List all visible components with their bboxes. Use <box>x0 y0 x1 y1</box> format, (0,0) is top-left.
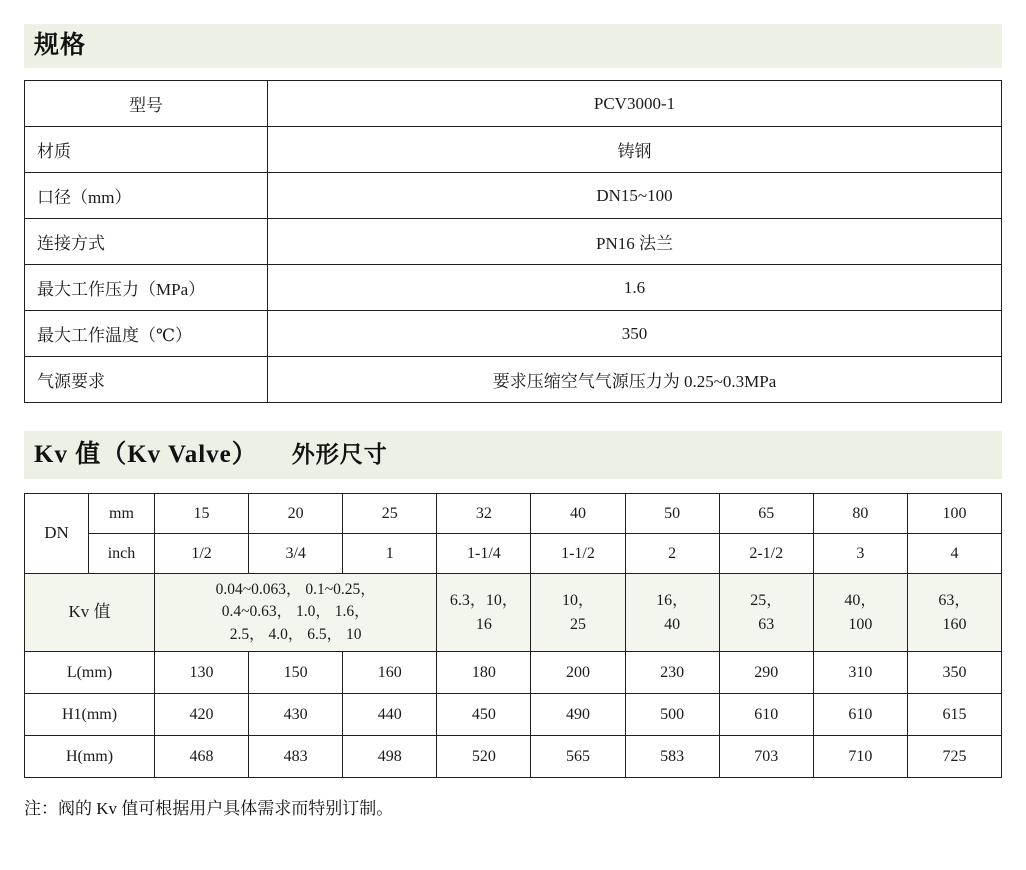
spec-table <box>24 80 1002 403</box>
kv-value-cell <box>907 574 1001 652</box>
kv-value-cell <box>437 574 531 652</box>
dimension-row-label: H(mm) <box>25 736 155 778</box>
size-mm-cell: 20 <box>249 494 343 534</box>
dimension-cell: 180 <box>437 652 531 694</box>
table-row <box>25 574 1002 652</box>
dimension-cell: 703 <box>719 736 813 778</box>
dimension-cell: 200 <box>531 652 625 694</box>
dimension-cell: 483 <box>249 736 343 778</box>
size-inch-cell: 2-1/2 <box>719 534 813 574</box>
kv-value-cell <box>719 574 813 652</box>
kv-value-text: 63， 160 <box>938 592 971 633</box>
spec-value: 铸钢 <box>268 127 1002 173</box>
spec-section-title: 规格 <box>34 31 87 59</box>
spec-value: PCV3000-1 <box>268 81 1002 127</box>
dimension-cell: 350 <box>907 652 1001 694</box>
size-mm-cell: 40 <box>531 494 625 534</box>
spec-value: 要求压缩空气气源压力为 0.25~0.3MPa <box>268 357 1002 403</box>
kv-value-text: 10， 25 <box>561 592 594 633</box>
kv-value-text: 16， 40 <box>656 592 689 633</box>
table-row <box>25 736 1002 778</box>
dimension-cell: 500 <box>625 694 719 736</box>
size-inch-cell: 1-1/2 <box>531 534 625 574</box>
table-row <box>25 534 1002 574</box>
kv-value-cell <box>625 574 719 652</box>
size-inch-cell: 2 <box>625 534 719 574</box>
table-row <box>25 173 1002 219</box>
table-row <box>25 494 1002 534</box>
dimension-cell: 430 <box>249 694 343 736</box>
kv-table-body <box>25 494 1002 778</box>
dimension-cell: 610 <box>719 694 813 736</box>
dimension-cell: 615 <box>907 694 1001 736</box>
spec-table-body <box>25 81 1002 403</box>
kv-section-subtitle: 外形尺寸 <box>291 441 388 467</box>
table-row <box>25 127 1002 173</box>
table-row <box>25 219 1002 265</box>
size-inch-cell: 4 <box>907 534 1001 574</box>
kv-group-line: 0.04~0.063， 0.1~0.25， <box>215 580 376 598</box>
dimension-cell: 130 <box>155 652 249 694</box>
spec-value: 350 <box>268 311 1002 357</box>
kv-value-cell <box>813 574 907 652</box>
size-inch-cell: 1 <box>343 534 437 574</box>
spec-section-header <box>24 24 1002 68</box>
spec-table-container <box>24 80 1002 403</box>
table-row <box>25 265 1002 311</box>
dn-header: DN <box>25 494 89 574</box>
kv-note: 注：阀的 Kv 值可根据用户具体需求而特别订制。 <box>24 799 394 818</box>
dimension-cell: 160 <box>343 652 437 694</box>
dimension-cell: 725 <box>907 736 1001 778</box>
size-inch-cell: 3 <box>813 534 907 574</box>
spec-value: 1.6 <box>268 265 1002 311</box>
dimension-cell: 490 <box>531 694 625 736</box>
table-row <box>25 357 1002 403</box>
size-mm-cell: 25 <box>343 494 437 534</box>
kv-group-line: 2.5， 4.0， 6.5， 10 <box>229 625 362 643</box>
dimension-row-label: H1(mm) <box>25 694 155 736</box>
size-inch-cell: 1/2 <box>155 534 249 574</box>
dimension-cell: 520 <box>437 736 531 778</box>
kv-section-header <box>24 431 1002 479</box>
dimension-cell: 440 <box>343 694 437 736</box>
size-mm-cell: 50 <box>625 494 719 534</box>
spec-label: 气源要求 <box>25 357 268 403</box>
dimension-cell: 420 <box>155 694 249 736</box>
spec-label: 最大工作温度（℃） <box>25 311 268 357</box>
spec-label: 材质 <box>25 127 268 173</box>
kv-value-text: 6.3，10， 16 <box>449 592 518 633</box>
table-row <box>25 694 1002 736</box>
dimension-cell: 710 <box>813 736 907 778</box>
dimension-cell: 450 <box>437 694 531 736</box>
unit-inch-header: inch <box>89 534 155 574</box>
spec-label: 型号 <box>25 81 268 127</box>
kv-value-group <box>155 574 437 652</box>
dimension-cell: 310 <box>813 652 907 694</box>
table-row <box>25 81 1002 127</box>
dimension-cell: 290 <box>719 652 813 694</box>
kv-table-container <box>24 493 1002 778</box>
kv-value-label: Kv 值 <box>25 574 155 652</box>
dimension-cell: 150 <box>249 652 343 694</box>
kv-value-cell <box>531 574 625 652</box>
size-mm-cell: 15 <box>155 494 249 534</box>
size-inch-cell: 1-1/4 <box>437 534 531 574</box>
dimension-row-label: L(mm) <box>25 652 155 694</box>
kv-value-text: 40， 100 <box>844 592 877 633</box>
size-mm-cell: 32 <box>437 494 531 534</box>
kv-group-line: 0.4~0.63， 1.0， 1.6， <box>221 603 370 621</box>
spec-label: 连接方式 <box>25 219 268 265</box>
spec-label: 口径（mm） <box>25 173 268 219</box>
document-page <box>0 24 1026 870</box>
size-inch-cell: 3/4 <box>249 534 343 574</box>
dimension-cell: 498 <box>343 736 437 778</box>
kv-section-title: Kv 值（Kv Valve） <box>34 440 258 468</box>
dimension-cell: 468 <box>155 736 249 778</box>
spec-value: DN15~100 <box>268 173 1002 219</box>
size-mm-cell: 80 <box>813 494 907 534</box>
dimension-cell: 610 <box>813 694 907 736</box>
dimension-cell: 230 <box>625 652 719 694</box>
size-mm-cell: 65 <box>719 494 813 534</box>
kv-table <box>24 493 1002 778</box>
unit-mm-header: mm <box>89 494 155 534</box>
spec-value: PN16 法兰 <box>268 219 1002 265</box>
dimension-cell: 565 <box>531 736 625 778</box>
table-row <box>25 652 1002 694</box>
table-row <box>25 311 1002 357</box>
kv-value-text: 25， 63 <box>750 592 783 633</box>
dimension-cell: 583 <box>625 736 719 778</box>
spec-label: 最大工作压力（MPa） <box>25 265 268 311</box>
size-mm-cell: 100 <box>907 494 1001 534</box>
